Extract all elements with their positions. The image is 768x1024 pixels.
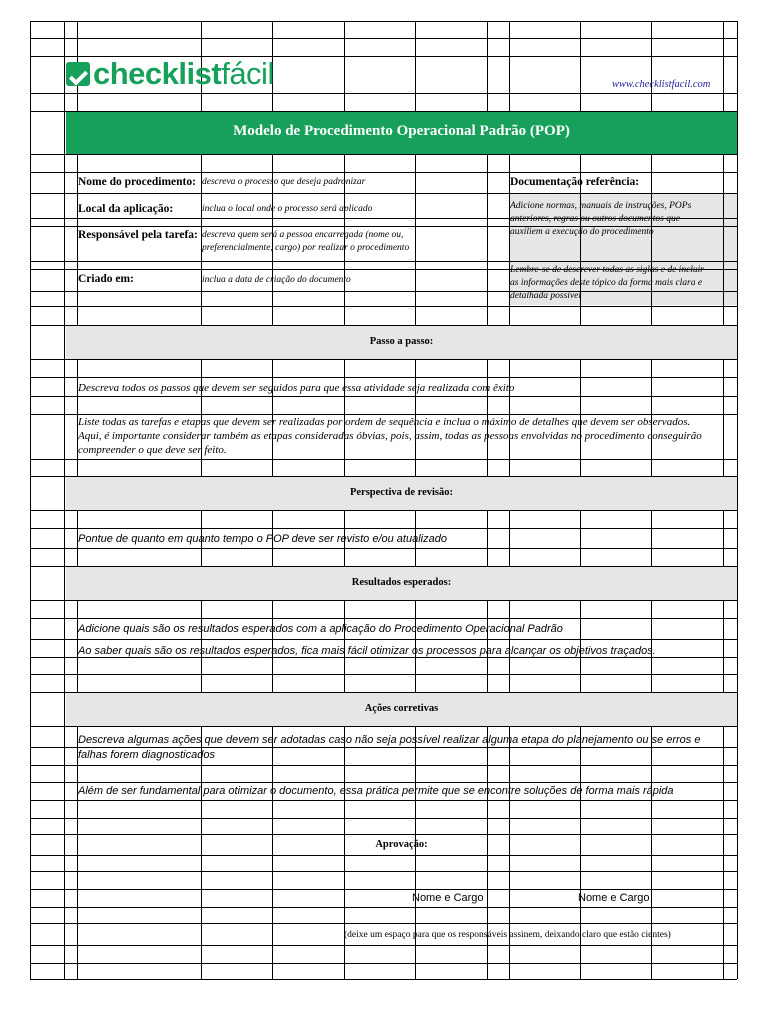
website-link[interactable]: www.checklistfacil.com	[612, 79, 711, 90]
local-label: Local da aplicação:	[78, 203, 174, 215]
referencia-text-line-1[interactable]: Adicione normas, manuais de instruções, POPs	[510, 201, 692, 211]
signature-label-2: Nome e Cargo	[578, 892, 650, 904]
revisao-heading: Perspectiva de revisão:	[349, 487, 454, 498]
signature-note: (deixe um espaço para que os responsáveis assinem, deixando claro que estão cientes)	[344, 930, 671, 940]
criado-label: Criado em:	[78, 273, 134, 285]
responsavel-hint-line-1[interactable]: descreva quem será a pessoa encarregada (nome ou,	[202, 230, 404, 240]
responsavel-hint-line-2[interactable]: preferencialmente, cargo) por realizar o procedimento	[202, 243, 410, 253]
resultados-line-2[interactable]: Ao saber quais são os resultados esperados, fica mais fácil otimizar os processos para alcançar os objetivos traçados.	[78, 645, 656, 657]
document-title: Modelo de Procedimento Operacional Padrão (POP)	[233, 123, 570, 139]
referencia-label: Documentação referência:	[510, 176, 640, 188]
acoes-heading: Ações corretivas	[364, 703, 439, 714]
revisao-line-1[interactable]: Pontue de quanto em quanto tempo o POP deve ser revisto e/ou atualizado	[78, 533, 447, 545]
checklistfacil-logo	[66, 56, 274, 92]
acoes-line-3[interactable]: Além de ser fundamental para otimizar o documento, essa prática permite que se encontre soluções de forma mais rápida	[78, 785, 674, 797]
referencia-note-line-1: Lembre-se de descrever todas as siglas e de incluir	[510, 265, 705, 275]
passo-line-2[interactable]: Liste todas as tarefas e etapas que devem ser realizadas por ordem de sequência e inclua o máximo de detalhes que devem ser observados.	[78, 416, 691, 428]
logo-wordmark: checklistfácil	[93, 56, 274, 91]
referencia-note-line-2: as informações deste tópico da forma mais clara e	[510, 278, 703, 288]
local-hint[interactable]: inclua o local onde o processo será aplicado	[202, 204, 373, 214]
resultados-heading: Resultados esperados:	[351, 577, 452, 588]
acoes-line-2[interactable]: falhas forem diagnosticados	[78, 749, 215, 761]
passo-line-3[interactable]: Aqui, é importante considerar também as etapas consideradas óbvias, pois, assim, todas as pessoas envolvidas no procedimento conseguirão	[78, 430, 702, 442]
passo-line-1[interactable]: Descreva todos os passos que devem ser seguidos para que essa atividade seja realizada com êxito	[78, 382, 515, 394]
criado-hint[interactable]: inclua a data de criação do documento	[202, 275, 351, 285]
passo-line-4[interactable]: compreender o que deve ser feito.	[78, 444, 227, 456]
check-icon	[66, 62, 90, 86]
nome-hint[interactable]: descreva o processo que deseja padronizar	[202, 177, 366, 187]
nome-label: Nome do procedimento:	[78, 176, 196, 188]
referencia-text-line-3[interactable]: auxiliem a execução do procedimento	[510, 227, 654, 237]
resultados-line-1[interactable]: Adicione quais são os resultados esperados com a aplicação do Procedimento Operacional Padrão	[78, 623, 563, 635]
aprovacao-heading: Aprovação:	[375, 839, 428, 850]
acoes-line-1[interactable]: Descreva algumas ações que devem ser adotadas caso não seja possível realizar alguma etapa do planejamento ou se erros e	[78, 734, 701, 746]
referencia-text-line-2[interactable]: anteriores, regras ou outros documentos que	[510, 214, 680, 224]
referencia-note-line-3: detalhada possível	[510, 291, 581, 301]
signature-label-1: Nome e Cargo	[412, 892, 484, 904]
passo-heading: Passo a passo:	[369, 336, 434, 347]
responsavel-label: Responsável pela tarefa:	[78, 229, 198, 241]
